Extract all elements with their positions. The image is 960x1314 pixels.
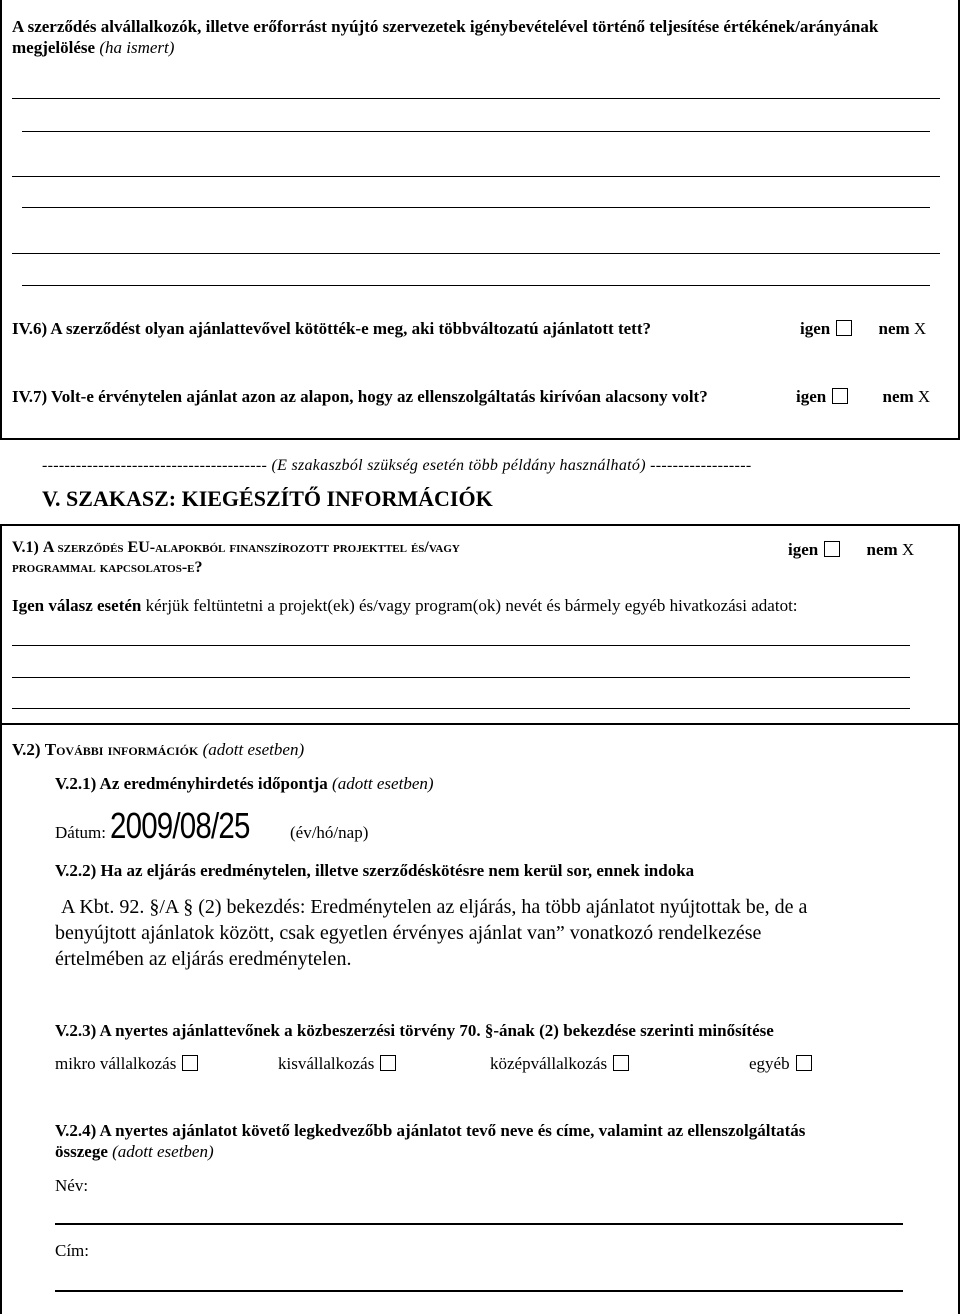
v2-title: További információk [44,740,199,759]
v21-note: (adott esetben) [332,774,434,793]
v24-label-line2: összege [55,1142,108,1161]
separator-note: (E szakaszból szükség esetén több példány használható) [271,457,646,474]
section-box-subcontractors [0,0,960,440]
iv7-no-mark: X [917,387,931,406]
section-v-title: V. SZAKASZ: KIEGÉSZÍTŐ INFORMÁCIÓK [42,486,493,511]
name-field-line[interactable] [55,1223,903,1225]
name-label: Név: [55,1176,89,1195]
v23-option-other-label: egyéb [749,1054,790,1073]
v21-heading [55,773,434,794]
v1-question-line2: programmal kapcsolatos-e? [12,559,203,576]
v24-label [55,1120,935,1162]
question-iv6: IV.6) A szerződést olyan ajánlattevővel kötötték-e meg, aki többváltozatú ajánlatott tett? [12,319,651,338]
v1-followup-text: kérjük feltüntetni a projekt(ek) és/vagy program(ok) nevét és bármely egyéb hivatkozási adatot: [145,596,798,615]
answer-line-1 [12,98,940,99]
v22-answer-line3: értelmében az eljárás eredménytelen. [55,948,352,970]
v23-option-medium-label: középvállalkozás [490,1054,608,1073]
v2-number: V.2) [12,740,41,759]
v1-answer-line-2 [12,677,910,678]
subcontractor-heading-bold: A szerződés alvállalkozók, illetve erőforrást nyújtó szervezetek igénybevételével történő teljesítése értékének/arányának megjelölése [12,17,879,57]
v1-followup-bold: Igen válasz esetén [12,596,142,615]
v1-question [12,538,712,578]
v1-answer-line-1 [12,645,910,646]
v21-date-row [55,806,368,846]
v23-option-micro-label: mikro vállalkozás [55,1054,177,1073]
iv6-answer [800,318,926,339]
v1-followup [12,595,798,616]
v1-answer [788,539,914,560]
date-value: 2009/08/25 [110,805,250,846]
v22-answer [55,894,807,972]
v1-no-label: nem [866,540,898,559]
date-label: Dátum: [55,823,106,842]
v23-option-micro-checkbox[interactable] [182,1055,198,1071]
v23-option-other[interactable] [749,1053,812,1074]
v2-note: (adott esetben) [202,740,305,759]
v23-option-micro[interactable] [55,1053,198,1074]
address-label: Cím: [55,1241,90,1260]
v23-option-small[interactable] [278,1053,396,1074]
iv7-yes-checkbox[interactable] [832,388,848,404]
v23-label: V.2.3) A nyertes ajánlattevőnek a közbeszerzési törvény 70. §-ának (2) bekezdése szerinti minősítése [55,1021,774,1040]
iv7-yes-label: igen [796,387,827,406]
answer-line-3 [12,176,940,177]
separator-line [42,456,751,476]
v24-label-line1: V.2.4) A nyertes ajánlatot követő legkedvezőbb ajánlatot tevő neve és címe, valamint az ellenszolgáltatás [55,1121,806,1140]
iv6-yes-label: igen [800,319,831,338]
v1-yes-label: igen [788,540,819,559]
date-format: (év/hó/nap) [290,823,369,842]
question-iv7: IV.7) Volt-e érvénytelen ajánlat azon az alapon, hogy az ellenszolgáltatás kirívóan alacsony volt? [12,387,708,406]
v22-answer-line1: A Kbt. 92. §/A § (2) bekezdés: Eredménytelen az eljárás, ha több ajánlatot nyújtottak be, de a [61,896,808,918]
v1-divider [0,723,960,725]
v1-question-line1: A szerződés EU-alapokból finanszírozott projekttel és/vagy [42,539,460,556]
iv6-no-label: nem [878,319,910,338]
v23-option-medium-checkbox[interactable] [613,1055,629,1071]
v1-no-mark: X [901,540,915,559]
answer-line-2 [22,131,930,132]
subcontractor-heading-note: (ha ismert) [99,38,175,57]
answer-line-6 [22,285,930,286]
separator-dashes-right: ------------------ [650,457,752,474]
answer-line-4 [22,207,930,208]
subcontractor-heading [12,16,942,58]
address-field-line[interactable] [55,1290,903,1292]
iv6-no-mark: X [913,319,927,338]
v23-option-small-label: kisvállalkozás [278,1054,375,1073]
answer-line-5 [12,253,940,254]
iv7-answer [796,386,930,407]
iv7-no-label: nem [882,387,914,406]
v1-yes-checkbox[interactable] [824,541,840,557]
v24-note: (adott esetben) [112,1142,214,1161]
v23-option-small-checkbox[interactable] [380,1055,396,1071]
v22-answer-line2: benyújtott ajánlatok között, csak egyetlen érvényes ajánlat van” vonatkozó rendelkezése [55,922,762,944]
v1-number: V.1) [12,539,39,556]
iv6-yes-checkbox[interactable] [836,320,852,336]
separator-dashes-left: ---------------------------------------- [42,457,268,474]
v23-option-medium[interactable] [490,1053,629,1074]
v21-label: V.2.1) Az eredményhirdetés időpontja [55,774,328,793]
v1-answer-line-3 [12,708,910,709]
v2-heading [12,739,304,760]
v23-option-other-checkbox[interactable] [796,1055,812,1071]
v22-label: V.2.2) Ha az eljárás eredménytelen, illetve szerződéskötésre nem kerül sor, ennek indoka [55,861,695,880]
